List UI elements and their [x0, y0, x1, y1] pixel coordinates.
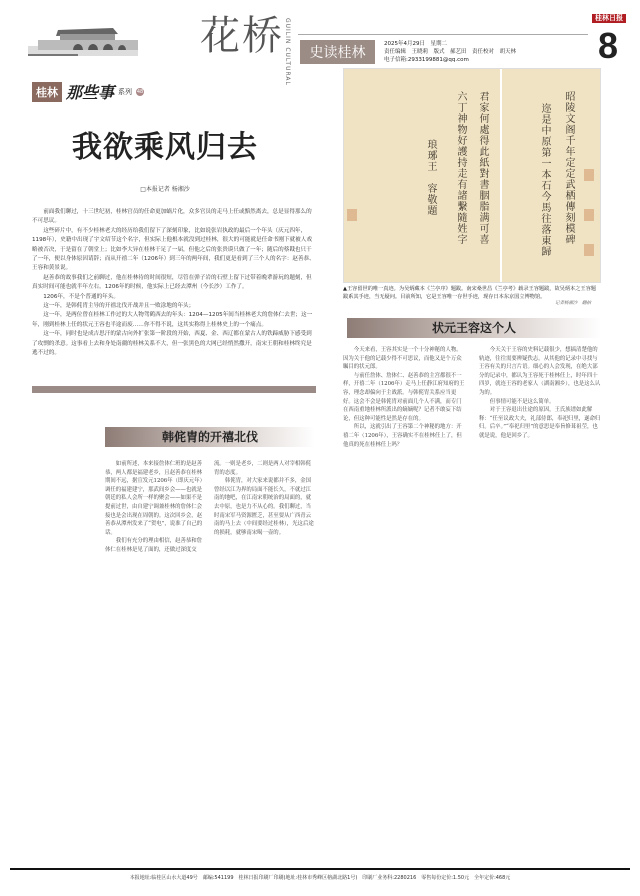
paragraph: 韩侂胄，对大家来说都并不多，金国曾经以江为界的局面不能长久，不就过江南的地吧，在江南宋朝统治的局面的，就去中原，也是力不从心的。我们聊过，当时南宋军马资源匮乏，甚至要从广西青云南的马上去（中间要经过桂林），光这后途的损耗，就够南宋喝一壶的。 — [214, 478, 314, 536]
calligraphy-photo — [343, 68, 601, 283]
paragraph: 今天关于王容的史料记载很少，想搞清楚他的轨迹，往往需要辨疑佚志。从其他的记录中寻找与王容有关的只言片语。细心的人会发现，在绝大部分的记录中，都认为王容死于桂林任上，时年四十四岁，就连王容的老家人（湖南湘乡），也是这么认为的。 — [479, 347, 601, 396]
paragraph: 如前所述，本来接詹体仁班的是赵善恭，两人都是福建老乡，且赵善恭在桂林期间不远，据宣发元1206年（即庆元年）调任的福建建宁，那武间乡会——也就是朝廷的私人会所一样的聚会——如果不是提前过世，由自建宁调兼桂林的詹体仁会接也是会出现在周朝的。这次回乡会，赵善恭从潭州发来了“贺电”，说准了自己的话。 — [105, 461, 205, 536]
newspaper-logo: 桂林日报 — [592, 14, 626, 23]
seal-stamp — [584, 169, 594, 181]
series-name: 那些事 — [66, 83, 115, 102]
column-tag: 史读桂林 — [300, 40, 375, 64]
page-number: 8 — [598, 25, 619, 66]
edition-info — [384, 40, 516, 64]
section-heading: 状元王容这个人 — [347, 318, 601, 338]
photo-caption-block — [343, 286, 601, 307]
series-number: 48 — [136, 88, 144, 95]
paragraph: 这一年，是韩侂胄主导的开禧北伐开战并且一败涂地的年头； — [43, 303, 195, 310]
paragraph: 这一年，是两位曾在桂林工作过的大人物驾鹤西去的年头：1204—1205年间当桂林老大的詹体仁去世；这一年，刚到桂林上任的状元王容也半途而废……你不得不说，这其实称得上桂林史上的一个痛点。 — [32, 312, 313, 328]
paragraph: 赵善恭的故事我们之前聊过，他在桂林待的时间很短，尽管在弹子岩的石壁上留下过带着晚辈游玩的题刻，但真实时间可能也就半年左右。1206年的时候，他实际上已经去潭州（今长沙）工作了。 — [32, 274, 312, 291]
editors: 责任编辑 王晓莉 版式 郝艺田 责任校对 胡天林 — [384, 49, 517, 55]
seal-stamp — [584, 209, 594, 221]
section-heading: 韩侂胄的开禧北伐 — [105, 427, 315, 447]
footer-rule — [10, 868, 630, 870]
paragraph: 这些碎片中，有不少桂林老大的经历给我们留下了深刻印象，比如说张岩执政的最后一个年头（庆元四年，1198年），史籍中出现了宇文绍节这个名字，但实际上他根本就没到过桂林，很大的可能就是任命书刚下就被人戏略被否决，于是留在了朝堂上；比如李大异在桂林干足了一届，但他之后的张贵谟只做了一年；随后的蔡戡也只干了一年，便以身体原因请辞；而从开禧二年（1206年）到三年的两年间，我们更是看到了三个人的名字：赵善恭、王容和黄景说。 — [32, 227, 315, 272]
paragraph: 1206年，不是个普通的年头。 — [43, 293, 119, 300]
calligraphy-line: 昭陵文阁千年定定武栖傳刻模碑 — [563, 91, 574, 245]
calligraphy-line: 迩是中原第一本石今馬往落東歸 — [539, 103, 550, 257]
section-body — [105, 460, 315, 860]
footer-info: 本报地址:临桂区山水大道49号 邮编:541199 桂林日报印刷厂印刷(地址:桂林市秀峰区榕湖北路1号) 印刷厂业务科:2280216 零售每份定价:1.50元 全年定价:468元 — [129, 875, 511, 881]
issue-date: 2025年4月29日 星期二 — [384, 41, 447, 47]
paragraph: 对于王容退出仕途的原因，王氏族谱如此解释：“任至议政大夫，礼部侍郎，奉祀归里，遂命归归。后卒。”“奉祀归里”的意思是奉旨修葺祖茔，也就是说，他是回乡了。 — [479, 407, 601, 439]
section-logo: 花桥 — [200, 13, 284, 59]
paragraph: 所以，这就引出了王容第二个神秘的地方：开禧二年（1206年），王容确实不在桂林任上了，但他真的死在桂林任上吗？ — [343, 424, 462, 448]
masthead-bridge-illustration — [18, 16, 148, 60]
photo-right-leaf — [500, 69, 600, 282]
series-suffix: 系列 — [118, 87, 133, 96]
article-intro — [32, 208, 316, 359]
section-body — [343, 346, 601, 860]
header-rule — [298, 34, 588, 35]
photo-left-leaf — [344, 69, 500, 282]
paragraph: 但事情可能不是这么简单。 — [489, 398, 555, 405]
divider-bar — [32, 386, 316, 393]
series-tag: 桂林 — [32, 82, 62, 102]
series-label — [32, 80, 144, 103]
calligraphy-line: 六丁神物好護持走有諸繫隨姓字 — [455, 91, 466, 245]
seal-stamp — [584, 244, 594, 256]
email: 电子信箱:2933199881@qq.com — [384, 57, 469, 63]
paragraph: 与前任詹体、詹体仁、赵善恭的主宫都很不一样，开禧二年（1206年）走马上任静江府知府的王容，理念却偏向于主战派。与韩侂胄关系应当更好。这会不会是韩侂胄对前面几个人不满，而专门在西南重地桂林所派出的嫡嫡呢？记者不敢妄下结论，但这种可能性是然是存在的。 — [343, 372, 465, 422]
photo-caption: ▲王容留世的唯一真迹。为吴炳藏本《兰亭序》题跋。南宋桑世昌《兰亭考》载录王容题跋，故吴炳本之王容题跋系其手迹，当无疑问。目前所知，它是王容唯一存世手迹，现存日本东京国立博物馆。 — [343, 286, 596, 300]
photo-credit: 记者杨湘沙 翻拍 — [555, 301, 591, 306]
paragraph: 我们有充分的理由相信，赵善恭和詹体仁在桂林是见了面的，还做过深度交流。一则是老乡，二则是两人对宰相韩侂胄的态度。 — [105, 461, 312, 553]
calligraphy-line: 君家何處得此紙對書胭脂满可喜 — [477, 91, 488, 245]
paragraph: 前面我们聊过，十三世纪初，桂林官员的任命更加蜗片化，众多官员的走马上任或黯然离去，总是显得那么的不可思议。 — [32, 209, 312, 225]
paragraph: 这一年，同时也是成吉思汗的蒙古向外扩张第一阶段的开始，西夏、金、西辽都在蒙古人的铁蹄威胁下感受到了攻剽的杀意。这事看上去和身处南疆的桂林关系不大，但一张黑色的大网已经悄然撒开，南宋王朝和桂林终究是逃不过的。 — [32, 331, 312, 357]
seal-stamp — [347, 209, 357, 221]
headline: 我欲乘风归去 — [72, 130, 258, 165]
byline: □本报记者 杨湘沙 — [140, 186, 190, 193]
section-english-name: GUILIN CULTURAL — [284, 18, 291, 86]
paragraph: 今天来看，王容其实是一个十分神秘的人物。因为关于他的记载少得不可思议，而他又是个万众瞩目的状元郎。 — [343, 347, 462, 371]
calligraphy-signature: 琅琊王 容敬題 — [425, 139, 436, 216]
